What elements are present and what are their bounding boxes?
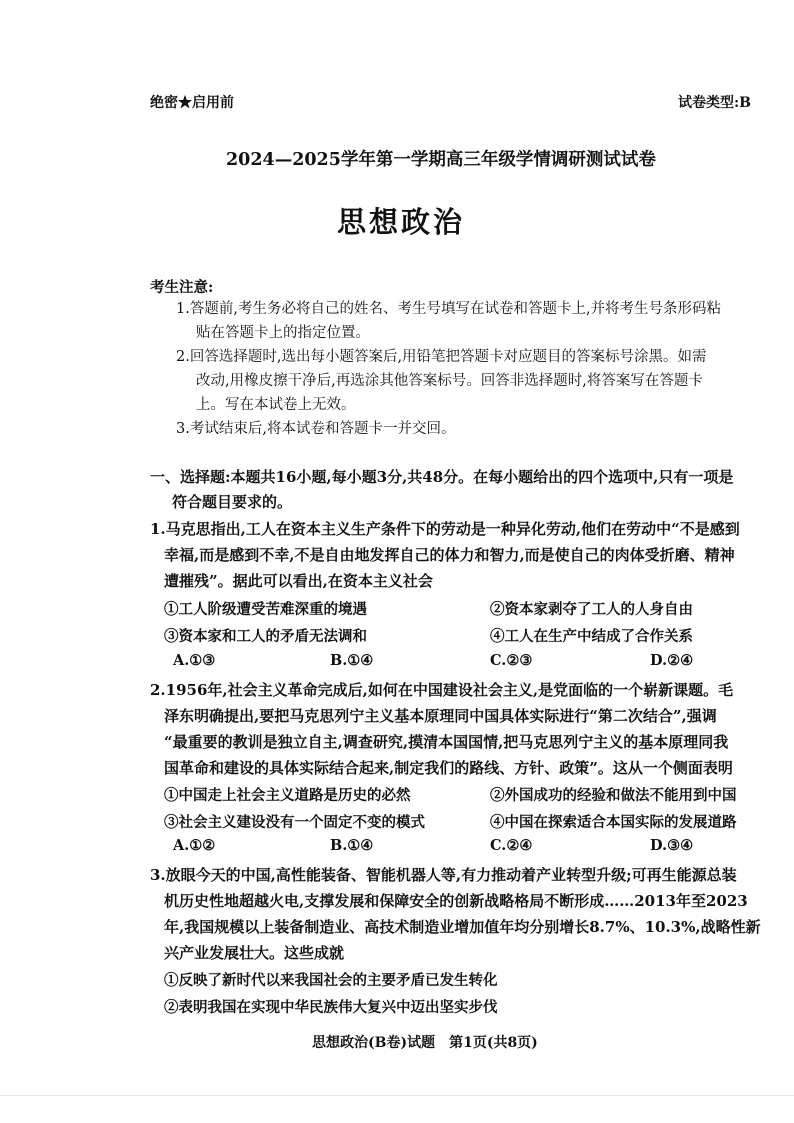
notice-line: 1.答题前,考生务必将自己的姓名、考生号填写在试卷和答题卡上,并将考生号条形码粘 [176, 301, 722, 317]
question-3-statement-1: ①反映了新时代以来我国社会的主要矛盾已发生转化 [164, 972, 498, 989]
question-3-stem: 机历史性地超越火电,支撑发展和保障安全的创新战略格局不断形成……2013年至2023 [164, 892, 748, 910]
question-1-statement-3: ③资本家和工人的矛盾无法调和 [164, 628, 367, 645]
question-1-stem: 幸福,而是感到不幸,不是自由地发挥自己的体力和智力,而是使自己的肉体受折磨、精神 [164, 546, 735, 564]
bottom-divider [0, 1095, 794, 1096]
notice-line: 改动,用橡皮擦干净后,再选涂其他答案标号。回答非选择题时,将答案写在答题卡 [196, 373, 703, 389]
notice-line: 2.回答选择题时,选出每小题答案后,用铅笔把答题卡对应题目的答案标号涂黑。如需 [176, 349, 707, 365]
page-footer: 思想政治(B卷)试题 第1页(共8页) [312, 1035, 538, 1051]
section-heading-cont: 符合题目要求的。 [172, 493, 293, 511]
question-3-stem: 3.放眼今天的中国,高性能装备、智能机器人等,有力推动着产业转型升级;可再生能源总装 [150, 866, 737, 884]
question-1-option-c[interactable]: C.②③ [490, 652, 533, 669]
question-1-option-b[interactable]: B.①④ [330, 652, 374, 669]
confidential-label: 绝密★启用前 [150, 95, 234, 111]
question-2-statement-4: ④中国在探索适合本国实际的发展道路 [490, 814, 737, 831]
paper-type-label: 试卷类型:B [678, 95, 752, 111]
question-1-statement-2: ②资本家剥夺了工人的人身自由 [490, 601, 693, 618]
question-2-stem: 泽东明确提出,要把马克思列宁主义基本原理同中国具体实际进行“第二次结合”,强调 [164, 707, 717, 725]
question-1-stem: 1.马克思指出,工人在资本主义生产条件下的劳动是一种异化劳动,他们在劳动中“不是感到 [150, 520, 740, 538]
notice-heading: 考生注意: [150, 279, 214, 296]
exam-subtitle: 2024—2025学年第一学期高三年级学情调研测试试卷 [226, 150, 656, 170]
question-2-stem: “最重要的教训是独立自主,调查研究,摸清本国国情,把马克思列宁主义的基本原理同我 [164, 733, 729, 751]
question-2-statement-1: ①中国走上社会主义道路是历史的必然 [164, 787, 411, 804]
question-2-option-a[interactable]: A.①② [173, 837, 216, 854]
question-1-option-a[interactable]: A.①③ [173, 652, 216, 669]
question-2-statement-3: ③社会主义建设没有一个固定不变的模式 [164, 814, 425, 831]
question-3-stem: 兴产业发展壮大。这些成就 [164, 944, 345, 962]
question-2-option-b[interactable]: B.①④ [330, 837, 374, 854]
section-heading: 一、选择题:本题共16小题,每小题3分,共48分。在每小题给出的四个选项中,只有一项是 [150, 468, 734, 486]
question-1-statement-4: ④工人在生产中结成了合作关系 [490, 628, 693, 645]
question-1-stem: 遭摧残”。据此可以看出,在资本主义社会 [164, 572, 433, 590]
notice-line: 贴在答题卡上的指定位置。 [196, 325, 370, 341]
question-1-option-d[interactable]: D.②④ [650, 652, 694, 669]
question-3-statement-2: ②表明我国在实现中华民族伟大复兴中迈出坚实步伐 [164, 999, 498, 1016]
question-2-option-c[interactable]: C.②④ [490, 837, 533, 854]
subject-title: 思想政治 [337, 205, 466, 239]
question-2-stem: 2.1956年,社会主义革命完成后,如何在中国建设社会主义,是党面临的一个崭新课题。毛 [150, 681, 734, 699]
notice-line: 上。写在本试卷上无效。 [196, 397, 356, 413]
question-1-statement-1: ①工人阶级遭受苦难深重的境遇 [164, 601, 367, 618]
question-3-stem: 年,我国规模以上装备制造业、高技术制造业增加值年均分别增长8.7%、10.3%,战略性新 [164, 918, 761, 936]
question-2-stem: 国革命和建设的具体实际结合起来,制定我们的路线、方针、政策”。这从一个侧面表明 [164, 759, 733, 777]
question-2-statement-2: ②外国成功的经验和做法不能用到中国 [490, 787, 737, 804]
notice-line: 3.考试结束后,将本试卷和答题卡一并交回。 [176, 421, 456, 437]
question-2-option-d[interactable]: D.③④ [650, 837, 694, 854]
